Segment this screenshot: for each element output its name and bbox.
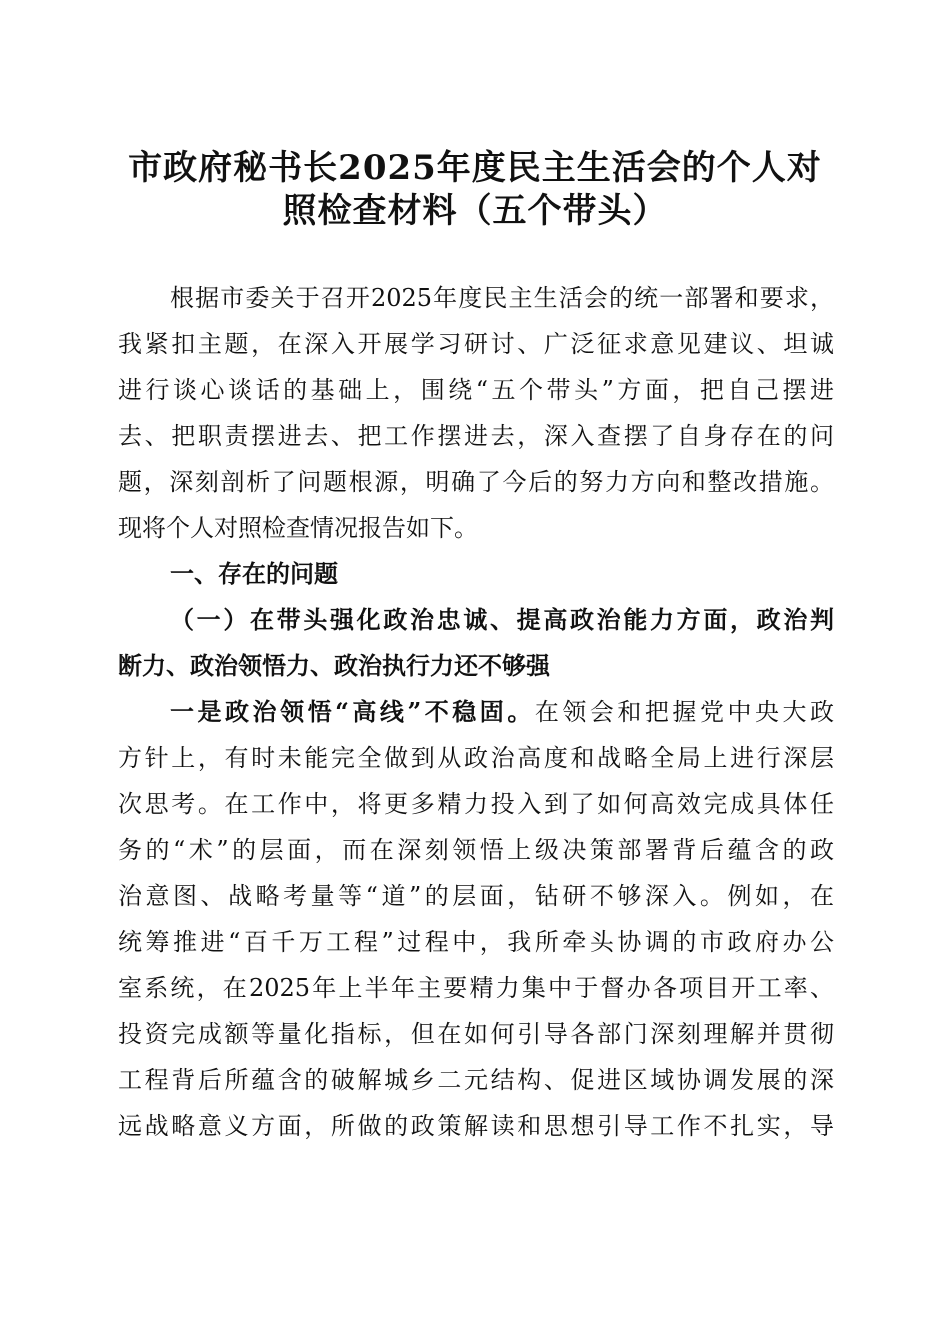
point-line-9: 工程背后所蕴含的破解城乡二元结构、促进区域协调发展的深 (118, 1066, 834, 1094)
intro-line-5: 题，深刻剖析了问题根源，明确了今后的努力方向和整改措施。 (118, 468, 834, 496)
subsection-heading-line-2: 断力、政治领悟力、政治执行力还不够强 (118, 651, 550, 680)
point-line-5: 治意图、战略考量等“道”的层面，钻研不够深入。例如，在 (118, 882, 834, 910)
intro-line-4: 去、把职责摆进去、把工作摆进去，深入查摆了自身存在的问 (118, 422, 834, 450)
point-line-1-text: 在领会和把握党中央大政 (534, 698, 835, 726)
document-title-line-2: 照检查材料（五个带头） (282, 191, 668, 231)
point-line-2: 方针上，有时未能完全做到从政治高度和战略全局上进行深层 (118, 744, 834, 772)
point-line-7: 室系统，在2025年上半年主要精力集中于督办各项目开工率、 (118, 974, 834, 1002)
point-line-6: 统筹推进“百千万工程”过程中，我所牵头协调的市政府办公 (118, 928, 834, 956)
subsection-heading-line-1: （一）在带头强化政治忠诚、提高政治能力方面，政治判 (170, 605, 834, 634)
intro-line-3: 进行谈心谈话的基础上，围绕“五个带头”方面，把自己摆进 (118, 376, 834, 404)
point-line-8: 投资完成额等量化指标，但在如何引导各部门深刻理解并贯彻 (118, 1020, 834, 1048)
point-line-10: 远战略意义方面，所做的政策解读和思想引导工作不扎实，导 (118, 1112, 834, 1140)
intro-line-2: 我紧扣主题，在深入开展学习研讨、广泛征求意见建议、坦诚 (118, 330, 834, 358)
point-line-1 (170, 689, 834, 735)
point-line-4: 务的“术”的层面，而在深刻领悟上级决策部署背后蕴含的政 (118, 836, 834, 864)
document-title-line-1: 市政府秘书长2025年度民主生活会的个人对 (128, 148, 822, 188)
point-line-3: 次思考。在工作中，将更多精力投入到了如何高效完成具体任 (118, 790, 834, 818)
section-heading: 一、存在的问题 (170, 560, 338, 588)
intro-line-6: 现将个人对照检查情况报告如下。 (118, 514, 478, 542)
intro-line-1: 根据市委关于召开2025年度民主生活会的统一部署和要求， (170, 284, 834, 312)
point-lead: 一是政治领悟“高线”不稳固。 (170, 697, 535, 726)
